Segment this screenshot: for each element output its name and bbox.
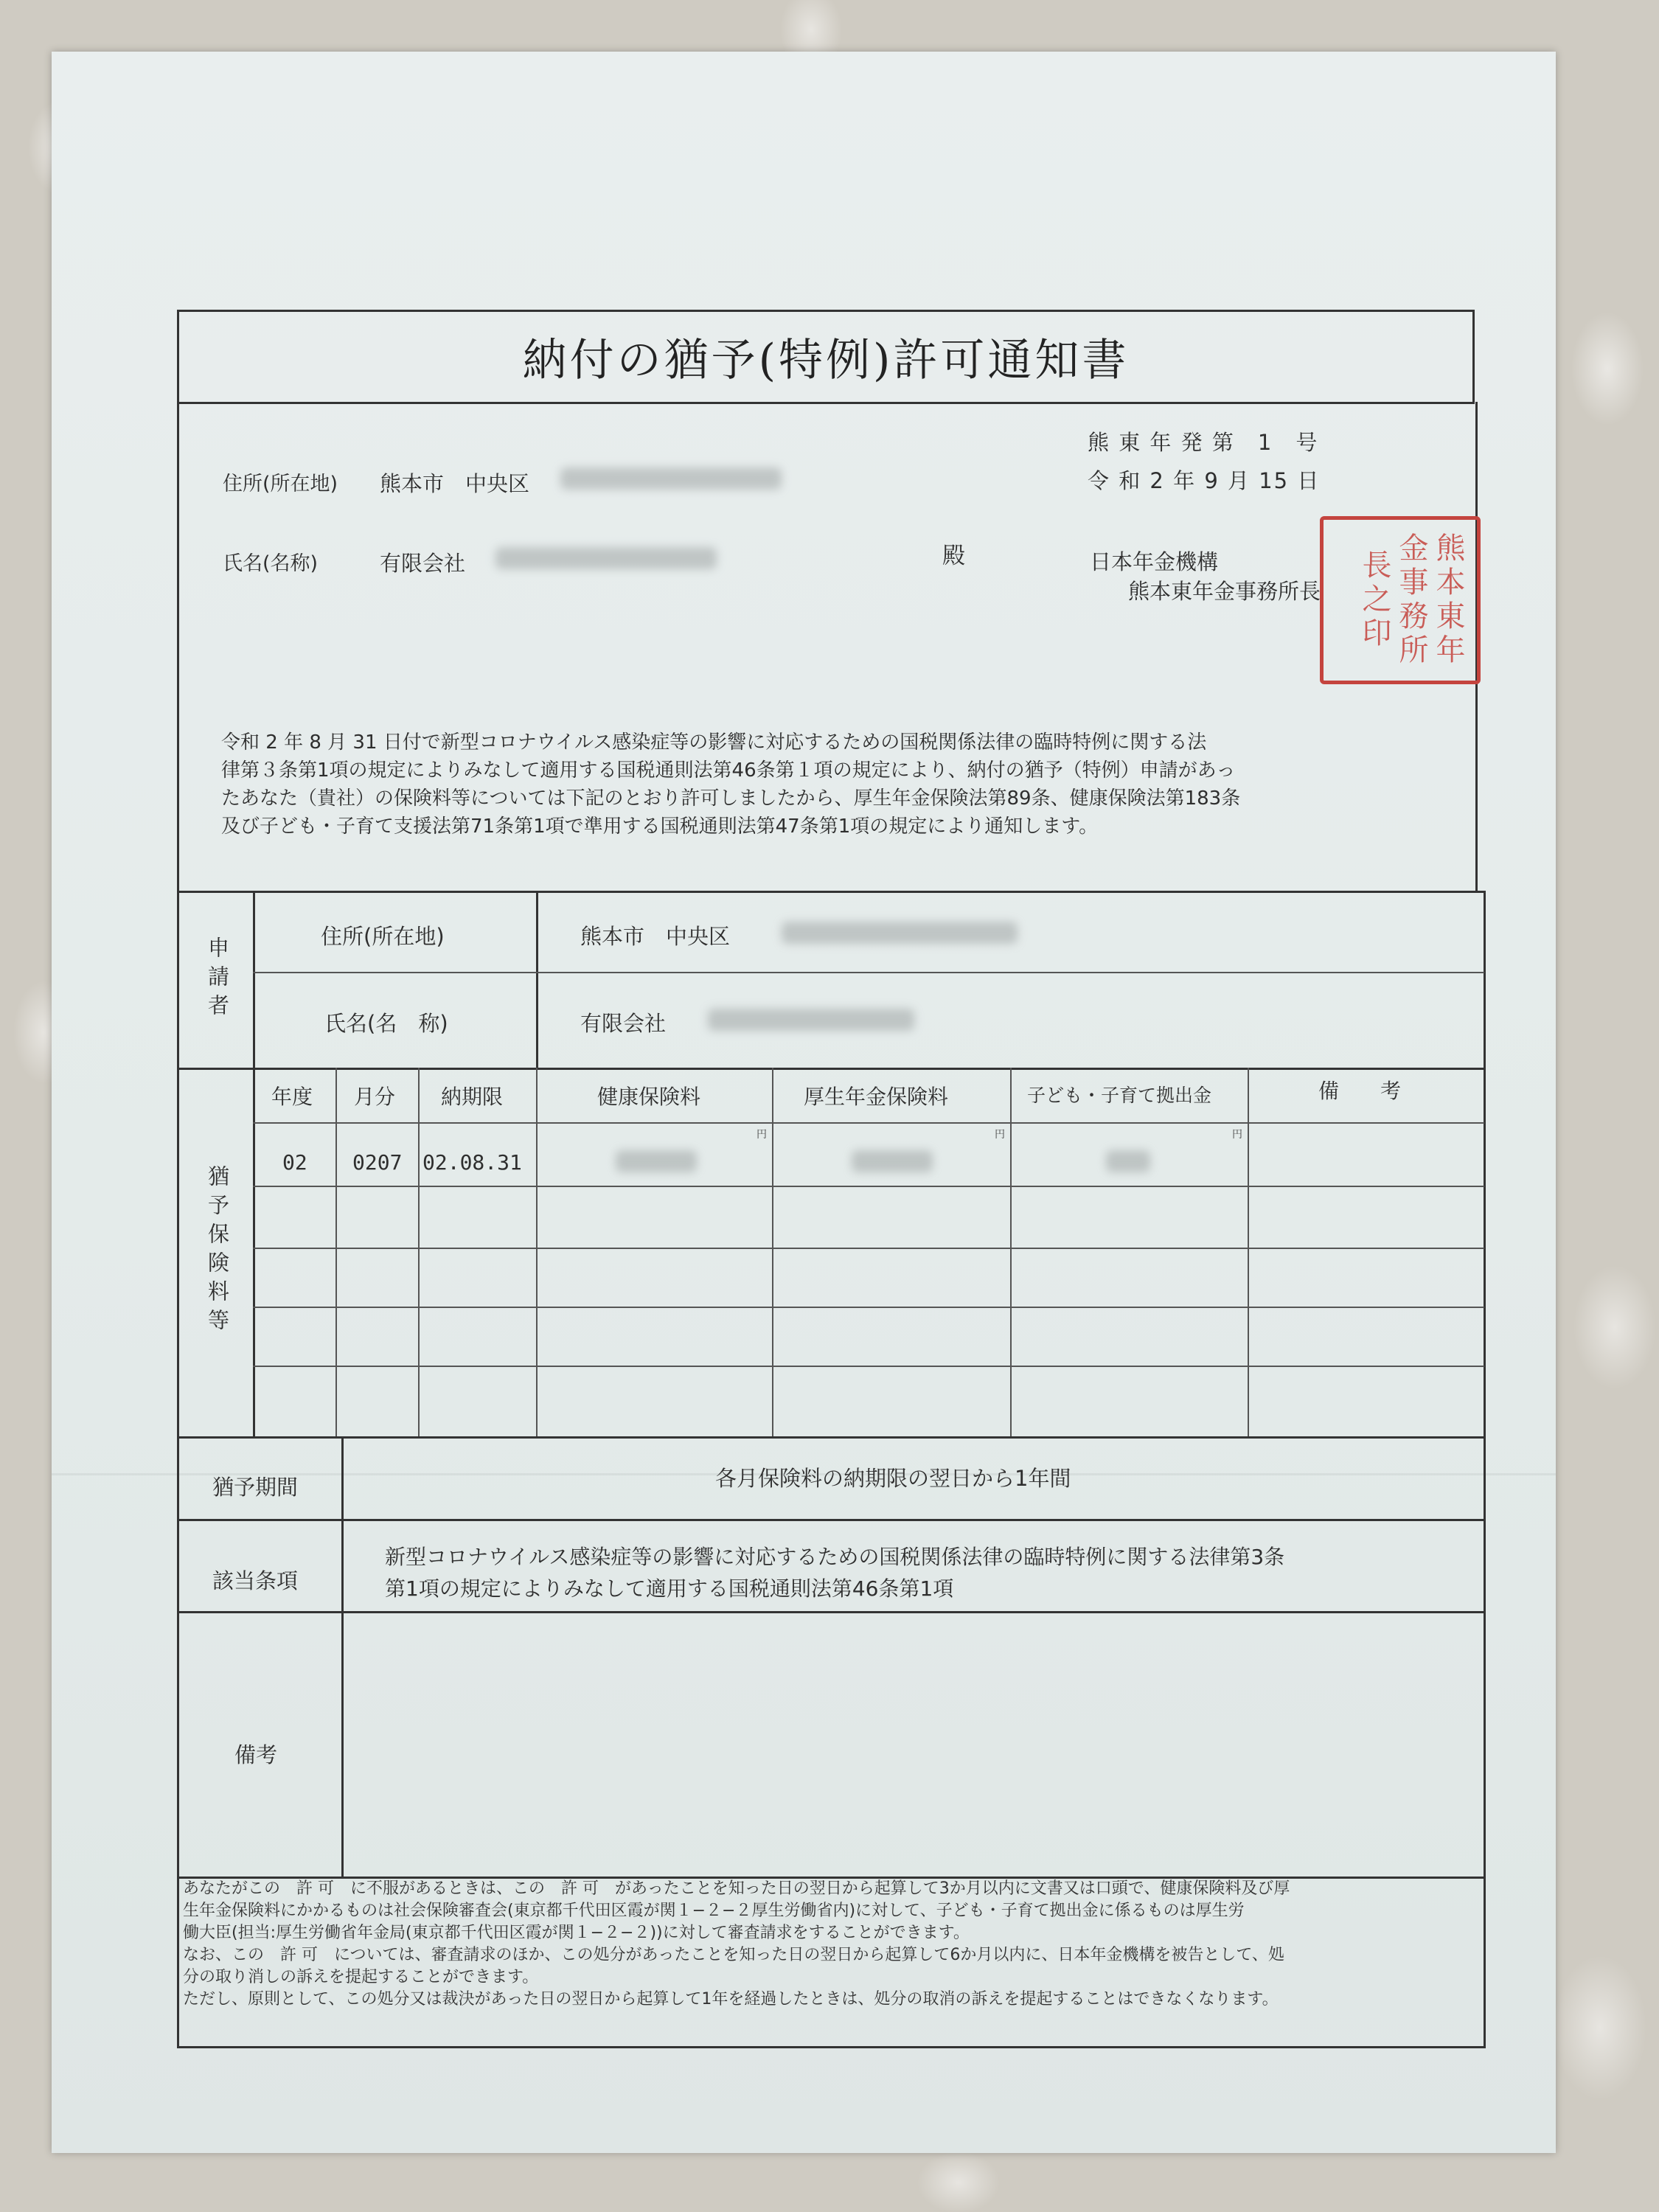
yen-mark: 円: [1232, 1129, 1242, 1141]
body-line: たあなた（貴社）の保険料等については下記のとおり許可しましたから、厚生年金保険法第89条、健康保険法第183条: [221, 787, 1241, 810]
header-remarks: 備 考: [1318, 1079, 1402, 1103]
seal-text: 熊本東年金事務所長之印: [1357, 532, 1465, 668]
recipient-address-label: 住所(所在地): [223, 473, 338, 495]
reference-number: 熊 東 年 発 第 1 号: [1088, 430, 1319, 455]
clause-line: 第1項の規定によりみなして適用する国税通則法第46条第1項: [385, 1576, 954, 1601]
redacted-health-amount: [616, 1150, 697, 1172]
period-value: 各月保険料の納期限の翌日から1年間: [715, 1466, 1071, 1491]
applicant-name-label: 氏名(名 称): [324, 1011, 448, 1036]
issuer-office: 熊本東年金事務所長: [1128, 579, 1321, 604]
applicant-name-value: 有限会社: [580, 1011, 667, 1036]
issue-date: 令 和 2 年 9 月 15 日: [1088, 468, 1321, 493]
period-label: 猶予期間: [212, 1475, 299, 1500]
header-child-contribution: 子ども・子育て拠出金: [1027, 1085, 1212, 1106]
recipient-name-label: 氏名(名称): [223, 552, 319, 575]
notice-line: 生年金保険料にかかるものは社会保険審査会(東京都千代田区霞が関１−２−２厚生労働省内)に対して、子ども・子育て拠出金に係るものは厚生労: [183, 1902, 1245, 1920]
yen-mark: 円: [757, 1129, 767, 1141]
row-due-date: 02.08.31: [422, 1150, 522, 1175]
redacted-pension-amount: [852, 1150, 933, 1172]
header-due-date: 納期限: [441, 1085, 504, 1109]
body-line: 令和 2 年 8 月 31 日付で新型コロナウイルス感染症等の影響に対応するための国税関係法律の臨時特例に関する法: [221, 731, 1207, 754]
applicant-address-label: 住所(所在地): [321, 924, 445, 949]
deferred-premiums-label: 猶予保険料等: [205, 1165, 230, 1338]
applicant-section-label: 申請者: [205, 936, 230, 1023]
appeal-notice: [183, 1878, 1481, 2011]
redacted-address: [560, 467, 782, 490]
notice-line: 働大臣(担当:厚生労働省年金局(東京都千代田区霞が関１−２−２))に対して審査請求をすることができます。: [183, 1924, 970, 1942]
body-line: 律第３条第1項の規定によりみなして適用する国税通則法第46条第１項の規定により、納付の猶予（特例）申請があっ: [221, 759, 1236, 782]
notice-line: ただし、原則として、この処分又は裁決があった日の翌日から起算して1年を経過したときは、処分の取消の訴えを提起することはできなくなります。: [183, 1990, 1279, 2008]
header-pension-insurance: 厚生年金保険料: [804, 1085, 949, 1109]
header-health-insurance: 健康保険料: [597, 1085, 701, 1109]
row-month: 0207: [352, 1150, 403, 1175]
redacted-applicant-address: [782, 922, 1018, 944]
official-seal: [1320, 516, 1481, 684]
notice-body: [221, 728, 1460, 841]
redacted-applicant-name: [708, 1009, 914, 1031]
clause-label: 該当条項: [212, 1568, 299, 1593]
row-year: 02: [282, 1150, 307, 1175]
remarks-label: 備考: [234, 1742, 278, 1767]
header-month: 月分: [354, 1085, 396, 1109]
applicant-address-value: 熊本市 中央区: [580, 924, 731, 949]
notice-line: あなたがこの 許 可 に不服があるときは、この 許 可 があったことを知った日の翌日から起算して3か月以内に文書又は口頭で、健康保険料及び厚: [183, 1879, 1290, 1898]
notice-line: 分の取り消しの訴えを提起することができます。: [183, 1968, 539, 1986]
title-box: [177, 310, 1475, 404]
recipient-name-value: 有限会社: [380, 551, 466, 576]
header-year: 年度: [271, 1085, 313, 1109]
redacted-name: [495, 547, 717, 569]
yen-mark: 円: [995, 1129, 1005, 1141]
document-title: 納付の猶予(特例)許可通知書: [522, 335, 1130, 386]
clause-line: 新型コロナウイルス感染症等の影響に対応するための国税関係法律の臨時特例に関する法律第3条: [385, 1545, 1285, 1569]
body-line: 及び子ども・子育て支援法第71条第1項で準用する国税通則法第47条第1項の規定により通知します。: [221, 815, 1099, 838]
notice-line: なお、この 許 可 については、審査請求のほか、この処分があったことを知った日の翌日から起算して6か月以内に、日本年金機構を被告として、処: [183, 1946, 1284, 1964]
recipient-address-value: 熊本市 中央区: [380, 471, 530, 496]
honorific: 殿: [942, 543, 965, 569]
issuer-organization: 日本年金機構: [1090, 549, 1219, 574]
redacted-child-amount: [1106, 1150, 1150, 1172]
